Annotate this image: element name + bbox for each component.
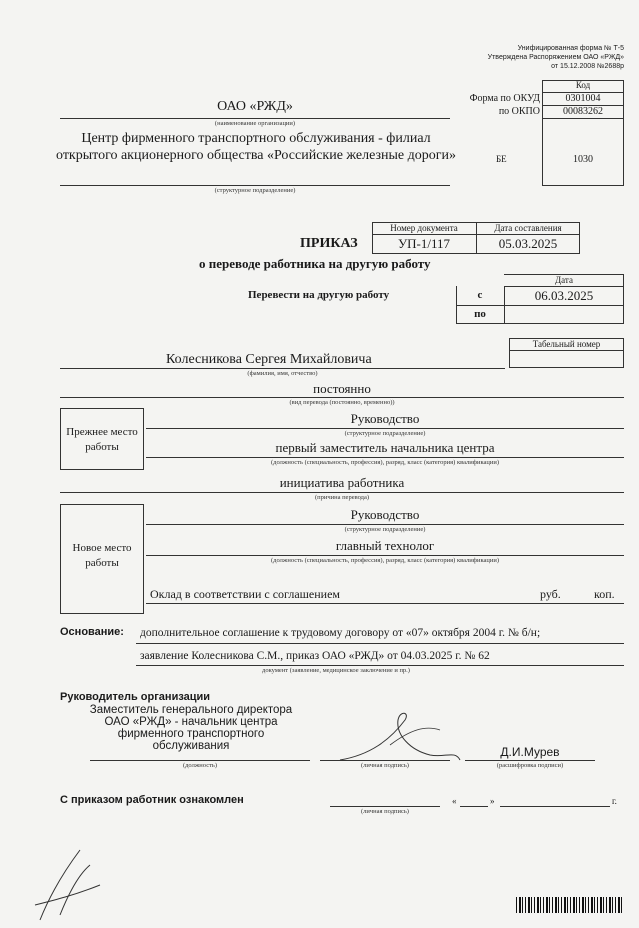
order-number: УП-1/117 — [397, 236, 451, 251]
date-header: Дата — [555, 275, 573, 285]
org-name: ОАО «РЖД» — [217, 99, 293, 114]
head-name: Д.И.Мурев — [500, 745, 560, 759]
transfer-label: Перевести на другую работу — [248, 289, 390, 301]
transfer-type: постоянно — [313, 381, 371, 396]
code-header: Код — [575, 80, 591, 90]
from-label: с — [477, 289, 483, 301]
new-position: главный технолог — [335, 538, 435, 553]
basis-line1: дополнительное соглашение к трудовому договору от «07» октября 2004 г. № б/н; — [140, 627, 541, 639]
reason-value: инициатива работника — [279, 475, 405, 490]
order-date: 05.03.2025 — [498, 236, 558, 251]
head-signature-caption: (личная подпись) — [361, 762, 409, 769]
okpo-label: по ОКПО — [498, 106, 540, 117]
ack-date-open: « — [452, 796, 457, 806]
acknowledge-label: С приказом работник ознакомлен — [60, 794, 244, 806]
basis-line2: заявление Колесникова С.М., приказ ОАО «РЖД» от 04.03.2025 г. № 62 — [140, 650, 490, 662]
acknowledge-signature-caption: (личная подпись) — [361, 808, 409, 815]
okud-label: Форма по ОКУД — [469, 93, 540, 104]
be-label: БЕ — [496, 154, 507, 164]
org-division: Центр фирменного транспортного обслуживания - филиал открытого акционерного общества «Российские железные дороги» — [56, 131, 456, 163]
ack-date-close: » — [490, 796, 495, 806]
salary-kop: коп. — [594, 587, 615, 601]
transfer-type-caption: (вид перевода (постоянно, временно)) — [289, 399, 395, 406]
order-title: ПРИКАЗ — [300, 236, 358, 251]
okud-value: 0301004 — [565, 93, 601, 104]
form-header-line3: от 15.12.2008 №2688р — [551, 63, 624, 70]
head-position-caption: (должность) — [182, 762, 218, 769]
form-header-line1: Унифицированная форма № Т-5 — [517, 45, 624, 52]
to-label: по — [474, 308, 486, 320]
barcode — [516, 897, 622, 913]
be-value: 1030 — [573, 154, 593, 165]
doc-number-header: Номер документа — [390, 223, 458, 233]
head-name-caption: (расшифровка подписи) — [496, 762, 564, 769]
ack-year-suffix: г. — [612, 796, 617, 806]
previous-position-caption: (должность (специальность, профессия), разряд, класс (категория) квалификации) — [271, 459, 499, 466]
previous-label: Прежнее место работы — [66, 426, 138, 453]
previous-division-caption: (структурное подразделение) — [344, 430, 426, 437]
handwritten-scribble — [20, 845, 110, 925]
previous-division: Руководство — [350, 411, 420, 426]
new-position-caption: (должность (специальность, профессия), разряд, класс (категория) квалификации) — [271, 557, 499, 564]
salary-text: Оклад в соответствии с соглашением — [150, 587, 340, 601]
form-header-line2: Утверждена Распоряжением ОАО «РЖД» — [487, 54, 624, 61]
okpo-value: 00083262 — [563, 106, 603, 117]
tab-number-header: Табельный номер — [532, 339, 601, 349]
head-signature-scribble — [330, 700, 480, 770]
basis-caption: документ (заявление, медицинское заключение и пр.) — [262, 667, 410, 674]
previous-position: первый заместитель начальника центра — [275, 440, 495, 455]
head-position: Заместитель генерального директора ОАО «РЖД» - начальник центра фирменного транспортного обслуживания — [89, 704, 293, 752]
reason-caption: (причина перевода) — [314, 494, 370, 501]
new-division: Руководство — [350, 507, 420, 522]
form-header — [440, 44, 624, 71]
org-name-caption: (наименование организации) — [214, 120, 296, 127]
org-division-caption: (структурное подразделение) — [214, 187, 296, 194]
employee-name-caption: (фамилия, имя, отчество) — [247, 370, 318, 377]
from-date: 06.03.2025 — [534, 288, 594, 303]
head-label: Руководитель организации — [60, 691, 211, 703]
employee-name: Колесникова Сергея Михайловича — [166, 352, 372, 367]
basis-label: Основание: — [60, 626, 124, 638]
salary-rub: руб. — [540, 587, 561, 601]
doc-date-header: Дата составления — [494, 223, 562, 233]
new-division-caption: (структурное подразделение) — [344, 526, 426, 533]
order-subtitle: о переводе работника на другую работу — [199, 256, 431, 271]
new-place-label: Новое место работы — [72, 542, 132, 569]
